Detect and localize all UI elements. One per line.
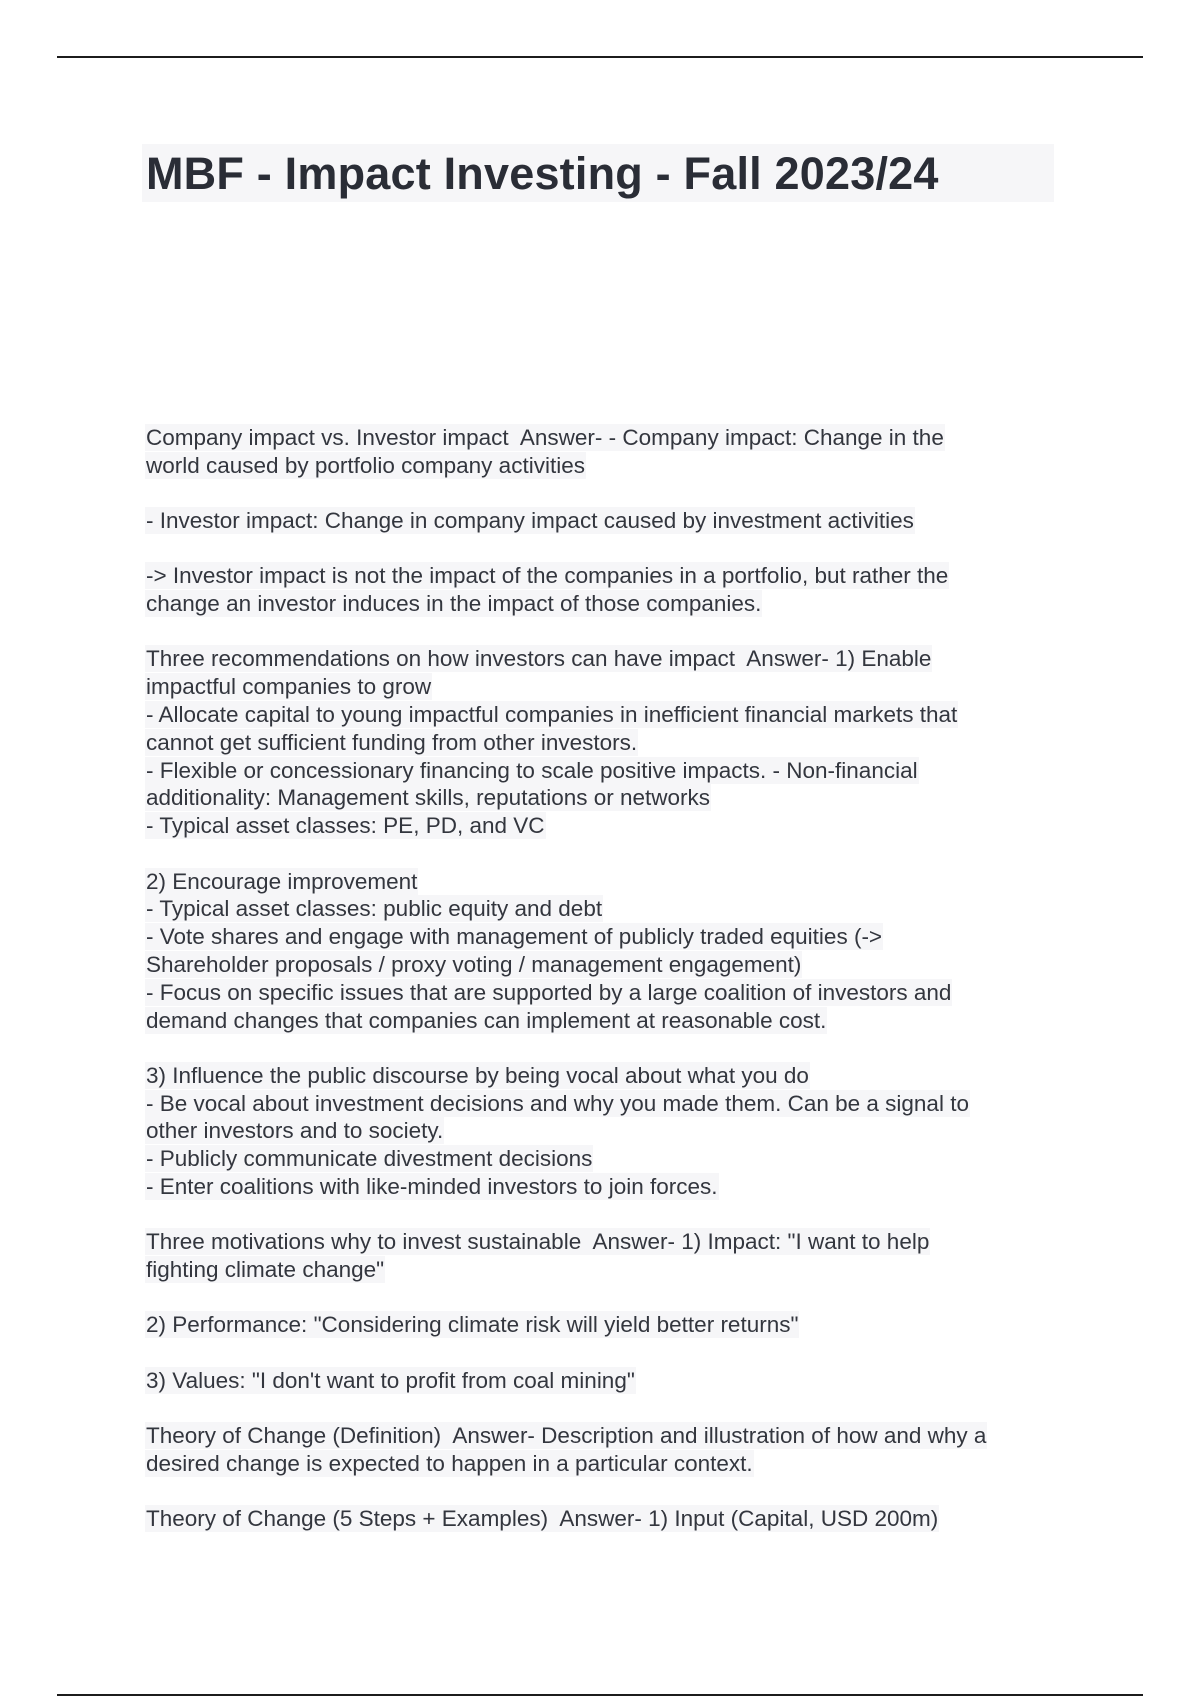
text-line (146, 1117, 1066, 1145)
text-line-content: 3) Values: "I don't want to profit from coal mining" (146, 1367, 635, 1393)
text-line (146, 951, 1066, 979)
text-line (146, 1062, 1066, 1090)
text-line (146, 1422, 1066, 1450)
text-line-content: -> Investor impact is not the impact of the companies in a portfolio, but rather the (146, 563, 949, 589)
text-line-content: - Focus on specific issues that are supported by a large coalition of investors and (146, 979, 952, 1005)
text-line-content: 2) Performance: "Considering climate risk will yield better returns" (146, 1312, 799, 1338)
page-title: MBF - Impact Investing - Fall 2023/24 (146, 148, 939, 199)
text-line-content: Shareholder proposals / proxy voting / management engagement) (146, 951, 802, 977)
text-line (146, 1505, 1066, 1533)
qa-paragraph (146, 424, 1066, 480)
qa-paragraph (146, 1505, 1066, 1533)
text-line-content: - Flexible or concessionary financing to scale positive impacts. - Non-financial (146, 757, 918, 783)
text-line-content: demand changes that companies can implement at reasonable cost. (146, 1007, 827, 1033)
text-line-content: 3) Influence the public discourse by being vocal about what you do (146, 1062, 809, 1088)
text-line-content: - Typical asset classes: public equity and debt (146, 896, 603, 922)
text-line (146, 729, 1066, 757)
text-line (146, 1007, 1066, 1035)
text-line-content: Theory of Change (5 Steps + Examples) Answer- 1) Input (Capital, USD 200m) (146, 1506, 939, 1532)
text-line (146, 923, 1066, 951)
qa-paragraph (146, 1311, 1066, 1339)
text-line-content: Three recommendations on how investors can have impact Answer- 1) Enable (146, 646, 932, 672)
text-line-content: 2) Encourage improvement (146, 868, 418, 894)
text-line-content: world caused by portfolio company activities (146, 452, 585, 478)
qa-paragraph (146, 868, 1066, 1035)
qa-paragraph (146, 645, 1066, 840)
text-line (146, 1228, 1066, 1256)
text-line-content: - Enter coalitions with like-minded investors to join forces. (146, 1174, 718, 1200)
text-line (146, 1090, 1066, 1118)
qa-paragraph (146, 1367, 1066, 1395)
text-line (146, 979, 1066, 1007)
qa-paragraph (146, 562, 1066, 618)
text-line (146, 1256, 1066, 1284)
bottom-rule (57, 1694, 1143, 1696)
text-line-content: - Vote shares and engage with management of publicly traded equities (-> (146, 924, 883, 950)
text-line (146, 645, 1066, 673)
text-line-content: Three motivations why to invest sustainable Answer- 1) Impact: "I want to help (146, 1229, 930, 1255)
text-line-content: other investors and to society. (146, 1118, 444, 1144)
text-line (146, 895, 1066, 923)
text-line-content: cannot get sufficient funding from other investors. (146, 729, 638, 755)
text-line-content: - Allocate capital to young impactful companies in inefficient financial markets that (146, 702, 958, 728)
text-line (146, 757, 1066, 785)
qa-paragraph (146, 1228, 1066, 1284)
text-line (146, 868, 1066, 896)
text-line (146, 452, 1066, 480)
text-line (146, 784, 1066, 812)
text-line (146, 1450, 1066, 1478)
qa-paragraph (146, 1422, 1066, 1478)
text-line (146, 1173, 1066, 1201)
text-line (146, 1367, 1066, 1395)
text-line-content: desired change is expected to happen in a particular context. (146, 1450, 753, 1476)
text-line-content: Company impact vs. Investor impact Answer- - Company impact: Change in the (146, 425, 944, 450)
text-line (146, 590, 1066, 618)
text-line (146, 673, 1066, 701)
text-line-content: additionality: Management skills, reputations or networks (146, 785, 711, 811)
qa-paragraph (146, 507, 1066, 535)
text-line (146, 507, 1066, 535)
text-line-content: change an investor induces in the impact of those companies. (146, 591, 762, 617)
top-rule (57, 56, 1143, 58)
text-line-content: - Typical asset classes: PE, PD, and VC (146, 813, 545, 839)
text-line (146, 1311, 1066, 1339)
text-line (146, 701, 1066, 729)
text-line-content: Theory of Change (Definition) Answer- Description and illustration of how and why a (146, 1423, 987, 1449)
text-line-content: - Be vocal about investment decisions and why you made them. Can be a signal to (146, 1090, 969, 1116)
text-line-content: - Investor impact: Change in company impact caused by investment activities (146, 508, 914, 534)
text-line-content: fighting climate change" (146, 1257, 385, 1283)
text-line (146, 562, 1066, 590)
text-line (146, 812, 1066, 840)
document-body (146, 424, 1066, 1560)
text-line-content: impactful companies to grow (146, 674, 432, 700)
text-line (146, 424, 1066, 452)
title-banner (142, 144, 1054, 202)
qa-paragraph (146, 1062, 1066, 1201)
text-line (146, 1145, 1066, 1173)
text-line-content: - Publicly communicate divestment decisions (146, 1146, 593, 1172)
